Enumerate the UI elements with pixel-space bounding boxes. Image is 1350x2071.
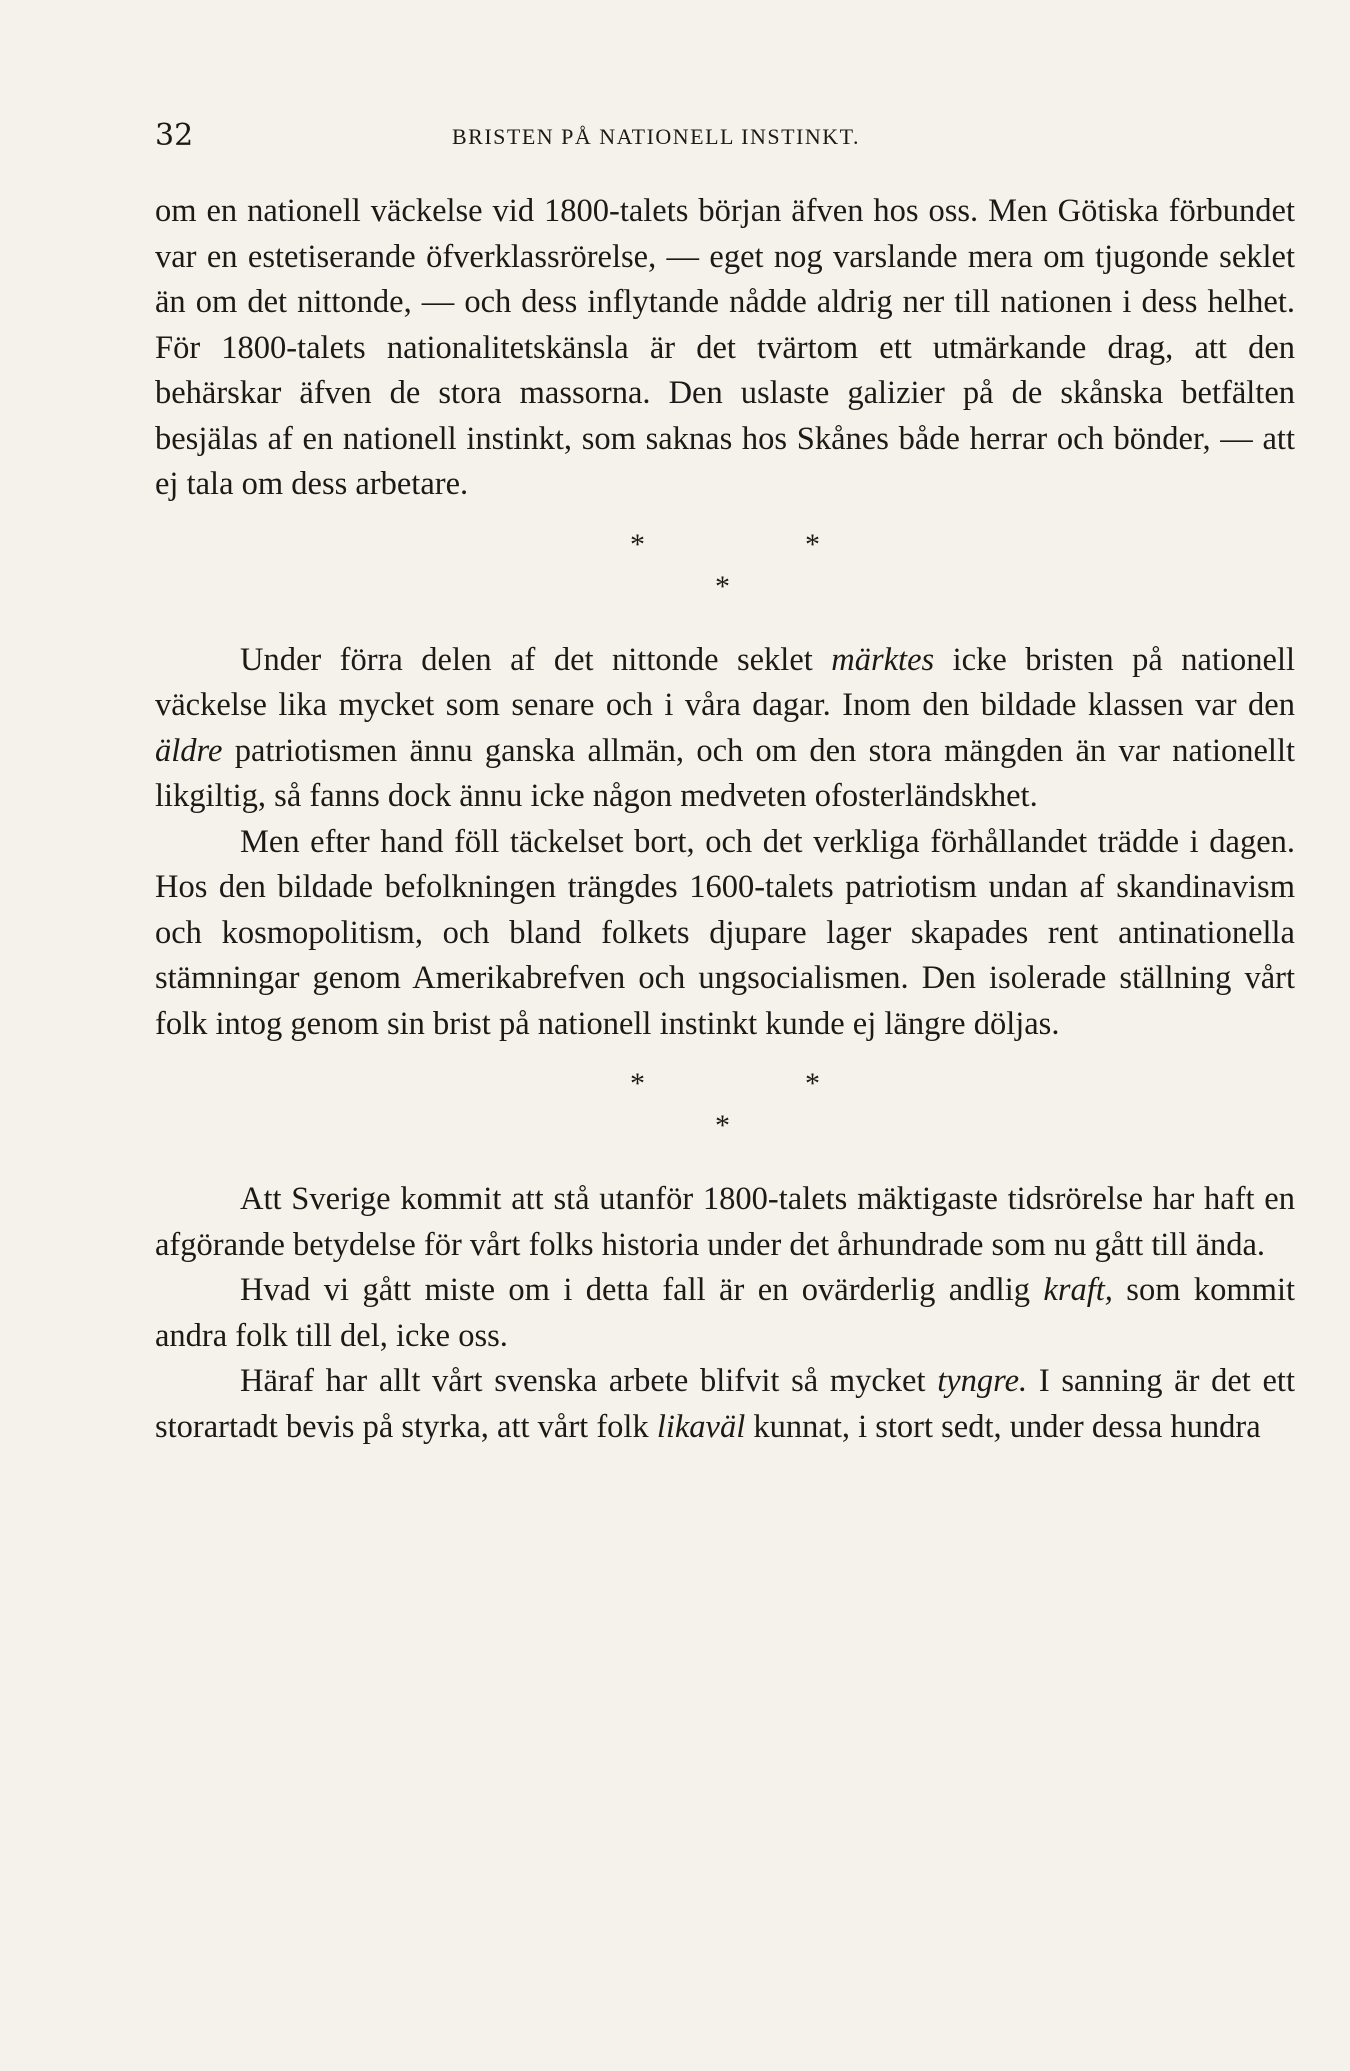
asterisk: * — [630, 527, 645, 561]
emphasis: kraft, — [1043, 1272, 1113, 1308]
paragraph-6: Häraf har allt vårt svenska arbete blifvit så mycket tyngre. I sanning är det ett storartadt bevis på styrka, att vårt folk likaväl kunnat, i stort sedt, under dessa hundra — [155, 1363, 1295, 1445]
asterisk: * — [805, 527, 820, 561]
paragraph-4: Att Sverige kommit att stå utanför 1800-talets mäktigaste tidsrörelse har haft en afgörande betydelse för vårt folks historia under det århundrade som nu gått till ända. — [155, 1181, 1295, 1263]
page-number: 32 — [155, 118, 194, 153]
asterisk: * — [715, 1109, 730, 1142]
emphasis: likaväl — [656, 1408, 746, 1445]
asterisk: * — [715, 569, 730, 603]
asterisk: * — [630, 1067, 645, 1100]
emphasis: tyngre. — [937, 1363, 1028, 1399]
paragraph-2: Under förra delen af det nittonde seklet märktes icke bristen på nationell väckelse lika mycket som senare och i våra dagar. Inom den bildade klassen var den äldre patriotismen ännu ganska allmän, och om den stora mängden än var nationellt likgiltig, så fanns dock ännu icke någon medveten ofosterländskhet. — [155, 641, 1296, 814]
paragraph-1: om en nationell väckelse vid 1800-talets början äfven hos oss. Men Götiska förbundet var en estetiserande öfverklassrörelse, — eget nog varslande mera om tjugonde seklet än om det nittonde, — och dess inflytande nådde aldrig ner till nationen i dess helhet. För 1800-talets nationalitetskänsla är det tvärtom ett utmärkande drag, att den behärskar äfven de stora massorna. Den uslaste galizier på de skånska betfälten besjälas af en nationell instinkt, som saknas hos Skånes både herrar och bönder, — att ej tala om dess arbetare. — [155, 193, 1295, 502]
section-separator-2 — [155, 1047, 1295, 1177]
section-separator-1 — [155, 508, 1295, 638]
asterisk: * — [805, 1067, 820, 1100]
running-head: BRISTEN PÅ NATIONELL INSTINKT. — [452, 124, 860, 149]
page-header — [155, 118, 1305, 158]
paragraph-3: Men efter hand föll täckelset bort, och det verkliga förhållandet trädde i dagen. Hos den bildade befolkningen trängdes 1600-talets patriotism undan af skandinavism och kosmopolitism, och bland folkets djupare lager skapades rent antinationella stämningar genom Amerikabrefven och ungsocialismen. Den isolerade ställning vårt folk intog genom sin brist på nationell instinkt kunde ej längre döljas. — [155, 823, 1295, 1042]
emphasis: märktes — [831, 641, 935, 678]
body-text — [155, 189, 1295, 1450]
paragraph-5: Hvad vi gått miste om i detta fall är en ovärderlig andlig kraft, som kommit andra folk till del, icke oss. — [155, 1272, 1296, 1354]
emphasis: äldre — [155, 732, 223, 769]
